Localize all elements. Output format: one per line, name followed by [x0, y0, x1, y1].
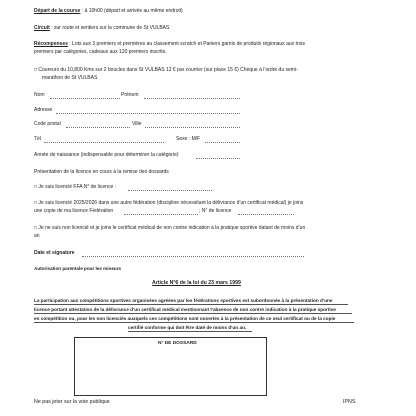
depart-value: : à 10h00 (départ et arrivée au même endroit): [80, 8, 183, 14]
adresse-label: Adresse: [34, 107, 53, 113]
depart-label: Départ de la course: [34, 8, 81, 14]
licence-ffa-field[interactable]: [128, 190, 212, 191]
code-postal-field[interactable]: [66, 127, 130, 128]
licence-autre-option-line2: [34, 209, 113, 215]
recompenses-line1: [34, 42, 305, 48]
date-signature-label: Date et signature: [34, 250, 75, 256]
licence-autre-federation-label: une copie de ma licence Fédération: [34, 208, 114, 214]
non-licencie-option-line1[interactable]: □ Je ne suis non licencié et je joins le certificat médical de non contre indication à la pratique sportive datant de moins d’un: [34, 225, 306, 231]
dossard-box: [74, 337, 267, 396]
law-underline-3: [34, 322, 354, 323]
annee-field[interactable]: [196, 158, 240, 159]
licence-ffa-option[interactable]: □ Je suis licencié FFA N° de licence :: [34, 184, 116, 190]
ville-label: Ville: [132, 121, 142, 127]
footer-ipns: IPNS: [343, 399, 356, 405]
licence-federation-field[interactable]: [124, 214, 198, 215]
recompenses-label: Récompenses: [34, 41, 68, 47]
tel-label: Tél: [34, 136, 41, 142]
licence-autre-numero-field[interactable]: [238, 214, 294, 215]
ville-field[interactable]: [145, 127, 240, 128]
law-underline-1: [34, 304, 348, 305]
non-licencie-option-line2: an: [34, 233, 40, 239]
adresse-field[interactable]: [56, 113, 240, 114]
signature-field[interactable]: [82, 256, 304, 257]
autorisation-parentale: Autorisation parentale pour les mineurs: [34, 266, 122, 271]
licence-autre-option-line1[interactable]: □ Je suis licencié 2025/2026 dans une autre fédération (discipline nécessitant la délivrance d’un certificat médical) je joins: [34, 200, 304, 206]
code-postal-label: Code postal: [34, 121, 61, 127]
option-line2: marathon de St VULBAS: [42, 75, 98, 81]
law-line3: en compétition ou, pour les non licenciés auxquels ces compétitions sont ouvertes à la présentation de ce seul certificat ou de la copie: [34, 316, 336, 321]
law-line2: licence portant attestation de la délivrance d’un certificat médical mentionnant l’absence de non contre indication à la pratique sportive: [34, 307, 336, 312]
tel-field[interactable]: [44, 142, 164, 143]
sexe-label: Sexe : M/F: [176, 136, 201, 142]
footer-left-text: Ne pas jeter sur la voie publique: [34, 399, 110, 405]
circuit-label: Circuit: [34, 25, 50, 31]
prenom-label: Prénom: [121, 92, 139, 98]
law-underline-2: [34, 313, 352, 314]
law-title: Article N°6 de la loi du 23 mars 1999: [152, 280, 241, 286]
nom-field[interactable]: [50, 98, 120, 99]
option-line1[interactable]: □ Coureurs du 10,800 Kms sur 2 boucles dans St VULBAS 12 € par courrier (sur place 15 €) Chèque à l’ordre du semi-: [34, 67, 298, 73]
law-underline-4: [128, 331, 252, 332]
depart-line: [34, 9, 183, 15]
licence-intro: Présentation de la licence en cours à la remise des dossards: [34, 169, 169, 175]
sexe-field[interactable]: [205, 142, 240, 143]
law-line4: certifié conforme qui doit être daté de moins d’un an.: [128, 325, 247, 330]
nom-label: Nom: [34, 92, 45, 98]
licence-autre-numero-label: ; N° de licence: [199, 208, 232, 214]
prenom-field[interactable]: [144, 98, 240, 99]
recompenses-line2: premiers par catégories, cadeaux aux 120 premiers inscrits.: [34, 49, 167, 55]
law-line1: La participation aux compétitions sportives organisées agréées par les fédérations sportives est subordonnée à la présentation d’une: [34, 298, 333, 303]
recompenses-value: : Lots aux 3 premiers et premières au classement scratch et Paniers garnis de produits régionaux aux trois: [67, 41, 305, 47]
annee-label: Année de naissance (indispensable pour déterminer la catégorie): [34, 152, 179, 158]
circuit-line: [34, 26, 169, 32]
dossard-label: N° DE DOSSARD: [158, 341, 197, 346]
circuit-value: : sur route et sentiers sur la commune de St VULBAS: [49, 25, 170, 31]
